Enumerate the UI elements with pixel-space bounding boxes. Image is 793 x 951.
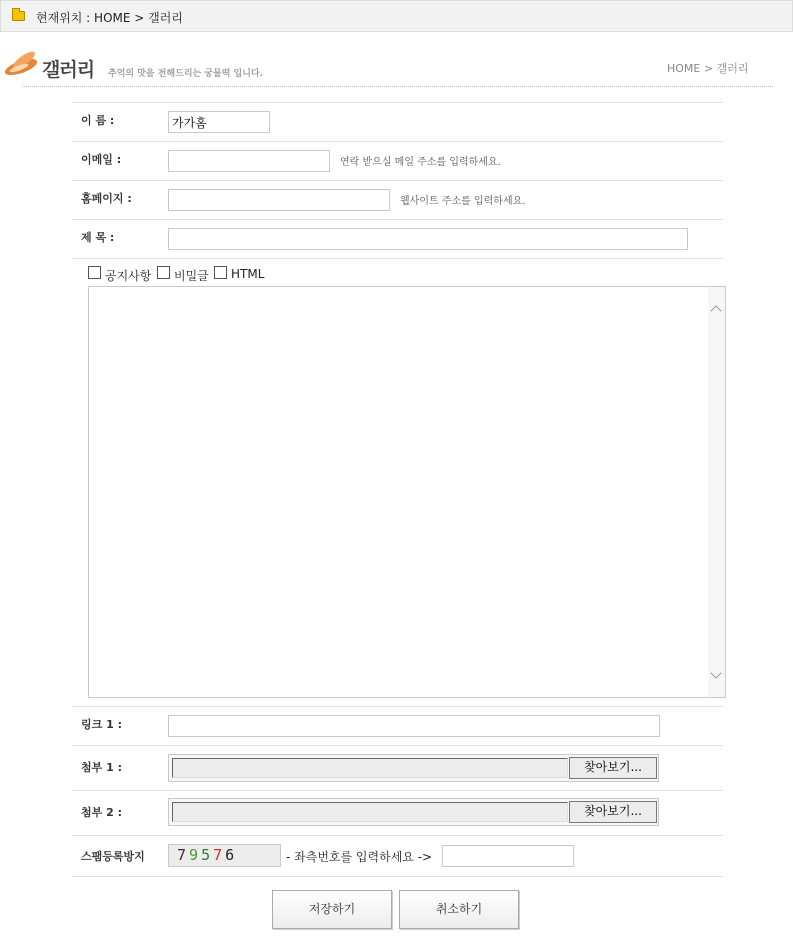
link1-label: 링크 1 : (81, 718, 122, 731)
attach1-label: 첨부 1 : (81, 761, 122, 774)
scroll-up-icon[interactable] (710, 305, 721, 316)
captcha-digit: 9 (189, 846, 202, 864)
link1-input[interactable] (168, 715, 660, 737)
email-input[interactable] (168, 150, 330, 172)
email-hint: 연락 받으실 메일 주소를 입력하세요. (340, 157, 501, 168)
homepage-hint: 웹사이트 주소를 입력하세요. (400, 196, 526, 207)
divider (72, 745, 723, 746)
html-label: HTML (231, 267, 265, 281)
captcha-digit: 5 (201, 846, 214, 864)
divider (72, 141, 723, 142)
attach1-path-input[interactable] (172, 758, 568, 778)
divider (72, 219, 723, 220)
captcha-digit: 6 (225, 846, 238, 864)
secret-label: 비밀글 (174, 269, 209, 283)
attach2-file-field (168, 798, 659, 826)
homepage-input[interactable] (168, 189, 390, 211)
save-button[interactable]: 저장하기 (272, 890, 392, 929)
textarea-scrollbar[interactable] (708, 287, 725, 697)
divider (72, 876, 723, 877)
divider (72, 258, 723, 259)
captcha-image (168, 844, 281, 867)
captcha-digit: 7 (177, 846, 190, 864)
location-text: 현재위치 : HOME > 갤러리 (36, 11, 183, 25)
folder-icon (12, 11, 25, 21)
spam-label: 스팸등록방지 (81, 850, 145, 863)
attach2-path-input[interactable] (172, 802, 568, 822)
divider (72, 180, 723, 181)
captcha-input[interactable] (442, 845, 574, 867)
subject-input[interactable] (168, 228, 688, 250)
divider (22, 86, 773, 87)
divider (72, 835, 723, 836)
attach2-browse-button[interactable]: 찾아보기... (569, 801, 657, 823)
cancel-button[interactable]: 취소하기 (399, 890, 519, 929)
subject-label: 제 목 : (81, 231, 115, 244)
content-textarea[interactable] (88, 286, 726, 698)
notice-label: 공지사항 (105, 269, 152, 283)
email-label: 이메일 : (81, 153, 122, 166)
divider (72, 706, 723, 707)
notice-checkbox[interactable] (88, 266, 101, 279)
divider (72, 790, 723, 791)
page-title: 갤러리 (42, 59, 95, 81)
name-input[interactable] (168, 111, 270, 133)
location-bar (0, 0, 793, 32)
attach1-browse-button[interactable]: 찾아보기... (569, 757, 657, 779)
rice-cake-icon (2, 46, 40, 78)
html-checkbox[interactable] (214, 266, 227, 279)
homepage-label: 홈페이지 : (81, 192, 132, 205)
captcha-hint: - 좌측번호를 입력하세요 -> (286, 850, 433, 864)
captcha-digit: 7 (213, 846, 226, 864)
attach1-file-field (168, 754, 659, 782)
attach2-label: 첨부 2 : (81, 806, 122, 819)
divider (72, 102, 723, 103)
secret-checkbox[interactable] (157, 266, 170, 279)
scroll-down-icon[interactable] (710, 667, 721, 678)
breadcrumb: HOME > 갤러리 (667, 62, 749, 75)
page-subtitle: 추억의 맛을 전해드리는 궁물떡 입니다. (108, 69, 264, 79)
name-label: 이 름 : (81, 114, 115, 127)
